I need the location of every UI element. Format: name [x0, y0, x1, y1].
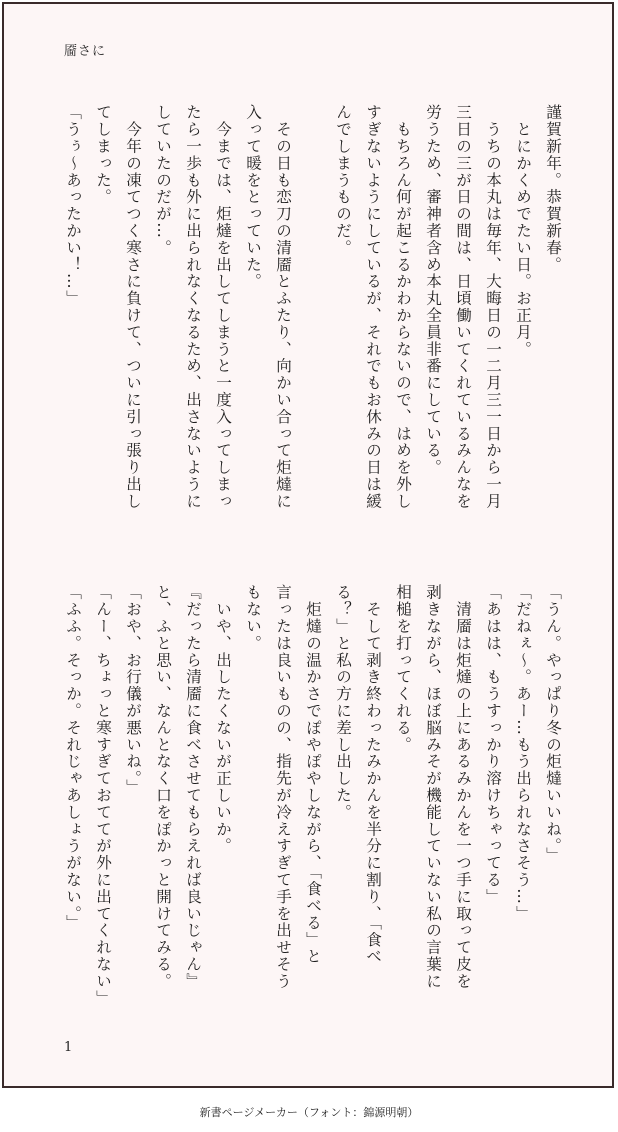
- text-line: 「ふふ。そっか。それじゃあしょうがない。」: [64, 584, 82, 932]
- text-line: 「おや、お行儀が悪いね。」: [124, 584, 142, 796]
- text-line: てしまった。: [94, 104, 112, 206]
- text-line: 「うぅ〜あったかい！…」: [64, 104, 82, 307]
- text-line: と、ふと思い、なんとなく口をぽかっと開けてみる。: [154, 584, 172, 990]
- manuscript-page: [2, 2, 614, 1088]
- footer-credit: 新書ページメーカー（フォント：錦源明朝）: [199, 1106, 419, 1119]
- text-line: [298, 104, 328, 534]
- text-line: 相槌を打ってくれる。: [394, 584, 412, 753]
- text-line: 炬燵の温かさでぽやぽやしながら、「食べる」と: [304, 584, 322, 965]
- page-number: 1: [64, 1040, 73, 1055]
- text-line: 謹賀新年。恭賀新春。: [544, 104, 562, 273]
- text-line: 今年の凍てつく寒さに負けて、ついに引っ張り出し: [124, 104, 142, 510]
- text-line: る？」と私の方に差し出した。: [334, 584, 352, 821]
- text-line: そして剥き終わったみかんを半分に割り、「食べ: [364, 584, 382, 965]
- text-line: もちろん何が起こるかわからないので、はめを外し: [394, 104, 412, 510]
- text-line: 労うため、審神者含め本丸全員非番にしている。: [424, 104, 442, 476]
- text-line: いや、出したくないが正しいか。: [214, 584, 232, 855]
- text-line: 「んー、ちょっと寒すぎておててが外に出てくれない」: [94, 584, 112, 1007]
- text-line: もない。: [244, 584, 262, 652]
- text-block-top: [58, 104, 568, 534]
- text-line: 三日の三が日の間は、日頃働いてくれているみんなを: [454, 104, 472, 510]
- text-line: 剥きながら、ほぼ脳みそが機能していない私の言葉に: [424, 584, 442, 990]
- text-block-bottom: [58, 584, 568, 1024]
- text-line: その日も恋刀の清靥とふたり、向かい合って炬燵に: [274, 104, 292, 510]
- text-line: 『だったら清靥に食べさせてもらえれば良いじゃん』: [184, 584, 202, 990]
- text-line: していたのだが…。: [154, 104, 172, 257]
- text-line: んでしまうものだ。: [334, 104, 352, 257]
- text-line: たら一歩も外に出られなくなるため、出さないように: [184, 104, 202, 510]
- text-line: 「うん。やっぱり冬の炬燵いいね。」: [544, 584, 562, 864]
- text-line: 「あはは、もうすっかり溶けちゃってる」: [484, 584, 502, 906]
- text-line: とにかくめでたい日。お正月。: [514, 104, 532, 358]
- text-line: 清靥は炬燵の上にあるみかんを一つ手に取って皮を: [454, 584, 472, 990]
- text-line: うちの本丸は毎年、大晦日の一二月三一日から一月: [484, 104, 502, 510]
- text-line: 「だねぇ〜。あー…もう出られなさそう…」: [514, 584, 532, 922]
- text-line: 入って暖をとっていた。: [244, 104, 262, 290]
- text-line: 今までは、炬燵を出してしまうと一度入ってしまっ: [214, 104, 232, 510]
- header-title: 靥さに: [64, 44, 107, 59]
- text-line: すぎないようにしているが、それでもお休みの日は緩: [364, 104, 382, 510]
- text-line: 言ったは良いものの、指先が冷えすぎて手を出せそう: [274, 584, 292, 990]
